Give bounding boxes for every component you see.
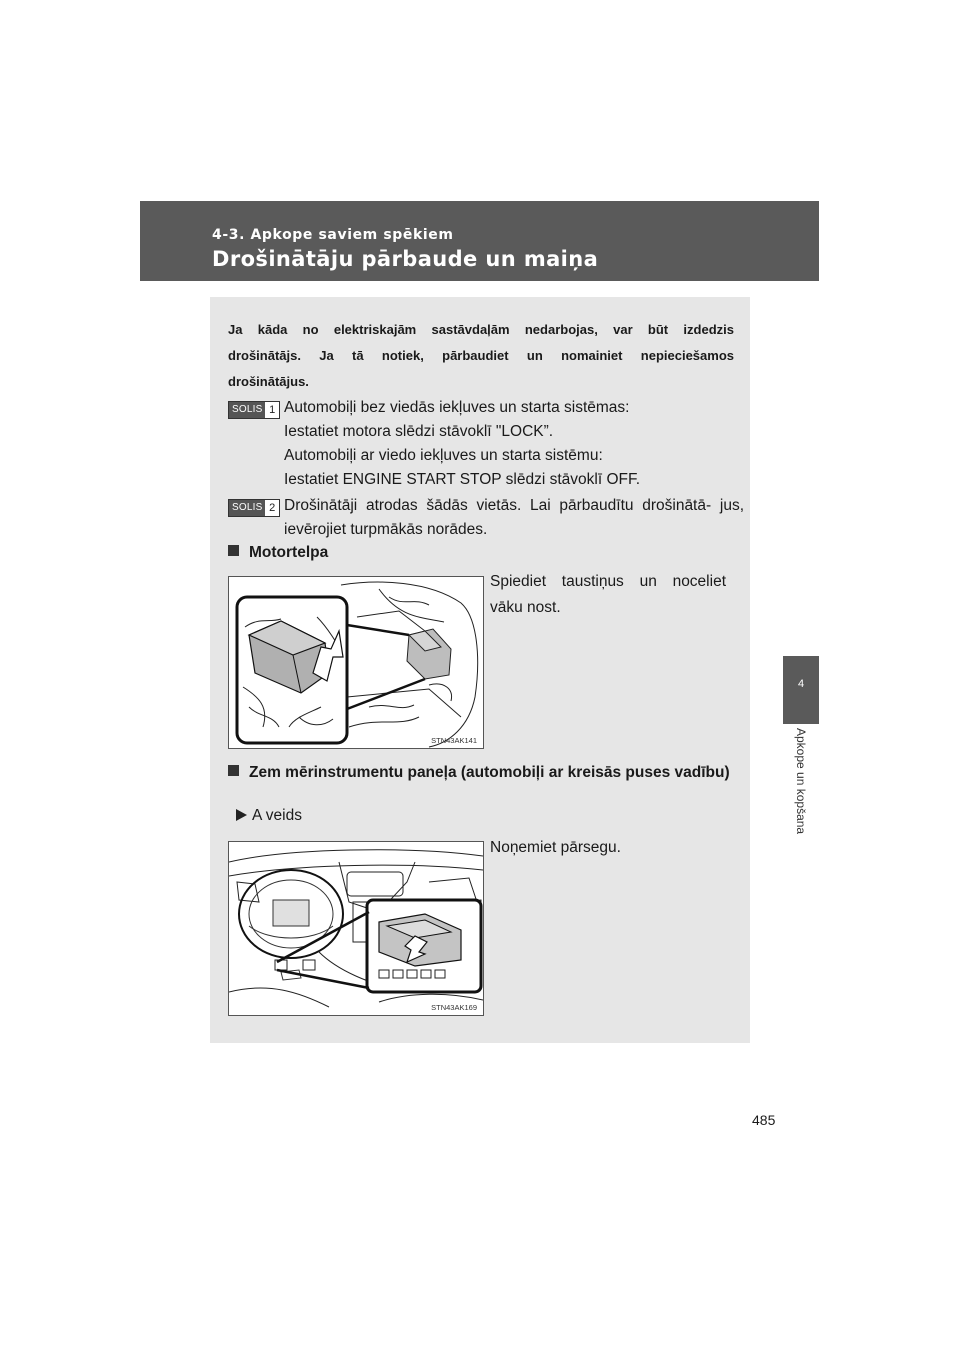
- intro-line: drošinātājs. Ja tā notiek, pārbaudiet un nomainiet nepieciešamos: [228, 348, 734, 363]
- section-heading-engine: [228, 540, 734, 566]
- step-badge-number: 2: [269, 502, 276, 514]
- figure-code: STN43AK169: [431, 1003, 477, 1012]
- step-badge: [228, 499, 280, 517]
- section-heading-text: Motortelpa: [249, 544, 329, 561]
- step-line: Automobiļi bez viedās iekļuves un starta sistēmas:: [284, 399, 630, 416]
- section-heading-text: Zem mērinstrumentu paneļa (automobiļi ar kreisās puses vadību): [249, 764, 730, 781]
- intro-line: Ja kāda no elektriskajām sastāvdaļām nedarbojas, var būt izdedzis: [228, 322, 734, 337]
- section-heading-instrument-panel: [228, 760, 734, 786]
- engine-fuse-box-illustration: [228, 576, 484, 749]
- chapter-header: [140, 201, 819, 281]
- step-badge-word: SOLIS: [229, 500, 265, 516]
- step-line: Automobiļi ar viedo iekļuves un starta sistēmu:: [284, 447, 603, 464]
- step-badge-word: SOLIS: [229, 402, 265, 418]
- triangle-bullet-icon: [236, 809, 247, 821]
- engine-compartment-drawing: [229, 577, 483, 748]
- section-label: 4-3. Apkope saviem spēkiem: [212, 227, 454, 243]
- square-bullet-icon: [228, 765, 239, 776]
- square-bullet-icon: [228, 545, 239, 556]
- step-line: Iestatiet motora slēdzi stāvoklī "LOCK”.: [284, 423, 554, 440]
- intro-line: drošinātājus.: [228, 374, 309, 389]
- intro-paragraph: [228, 317, 734, 395]
- subheading-text: A veids: [252, 807, 302, 824]
- chapter-label: Apkope un kopšana: [794, 728, 808, 835]
- step-badge-number: 1: [269, 404, 276, 416]
- step-line: Iestatiet ENGINE START STOP slēdzi stāvoklī OFF.: [284, 471, 641, 488]
- step-badge: [228, 401, 280, 419]
- chapter-side-label: [786, 728, 816, 868]
- page-title: Drošinātāju pārbaude un maiņa: [212, 247, 599, 271]
- chapter-number: 4: [797, 678, 805, 690]
- content-box: [210, 297, 750, 1043]
- step-1: [228, 396, 734, 492]
- dash-fuse-cover-illustration: [228, 841, 484, 1016]
- page-number: 485: [752, 1112, 776, 1128]
- dashboard-drawing: [229, 842, 483, 1015]
- step-2: [228, 494, 744, 544]
- chapter-tab: [783, 656, 819, 724]
- figure-caption: Spiediet taustiņus un noceliet vāku nost.: [490, 573, 726, 616]
- figure-code: STN43AK141: [431, 736, 477, 745]
- step-text: [284, 396, 744, 492]
- subheading-type-a: [236, 807, 302, 825]
- figure-caption: Noņemiet pārsegu.: [490, 839, 621, 856]
- step-text: Drošinātāji atrodas šādās vietās. Lai pārbaudītu drošinātā- jus, ievērojiet turpmākās norādes.: [284, 497, 744, 538]
